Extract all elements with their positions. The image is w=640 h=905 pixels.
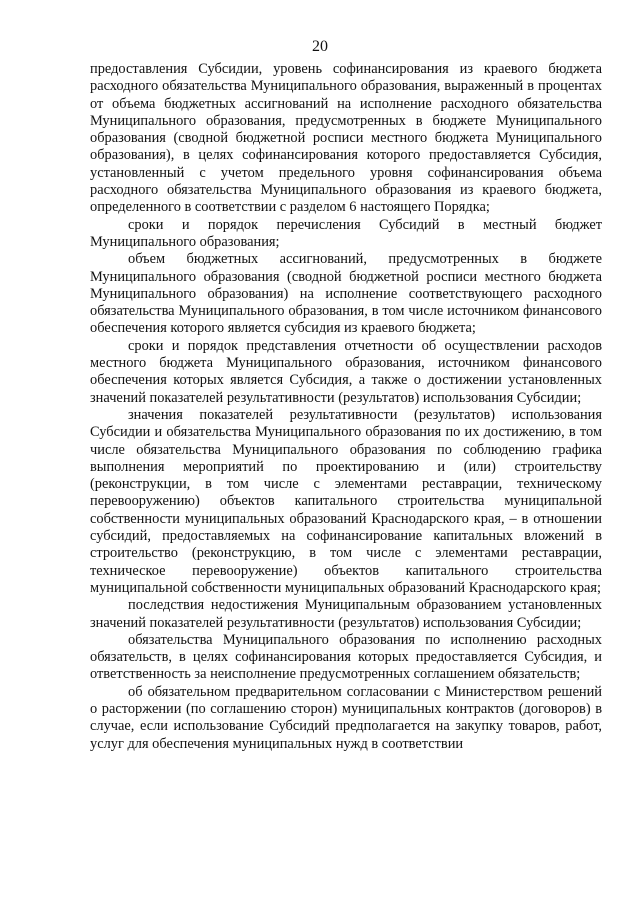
paragraph: значения показателей результативности (результатов) использования Субсидии и обязательства Муниципального образования по их достижению, в том числе обязательства Муниципального образования по соблюдению графика выполнения мероприятий по проектированию и (или) строительству (реконструкции, в том числе с элементами реставрации, техническому перевооружению) объектов капитального строительства муниципальной собственности муниципальных образований Краснодарского края, – в отношении субсидий, предоставляемых на софинансирование капитальных вложений в строительство (реконструкцию, в том числе с элементами реставрации, техническое перевооружение) объектов капитального строительства муниципальной собственности муниципальных образований Краснодарского края; (90, 406, 602, 596)
document-body (90, 61, 602, 753)
paragraph-continuation: предоставления Субсидии, уровень софинансирования из краевого бюджета расходного обязательства Муниципального образования, выраженный в процентах от объема бюджетных ассигнований на исполнение расходного обязательства Муниципального образования, предусмотренных в бюджете Муниципального образования (сводной бюджетной росписи местного бюджета Муниципального образования), в целях софинансирования которого предоставляется Субсидия, установленный с учетом предельного уровня софинансирования объема расходного обязательства Муниципального образования из краевого бюджета, определенного в соответствии с разделом 6 настоящего Порядка; (90, 61, 602, 216)
paragraph: обязательства Муниципального образования по исполнению расходных обязательств, в целях софинансирования которых предоставляется Субсидия, и ответственность за неисполнение предусмотренных соглашением обязательств; (90, 631, 602, 683)
paragraph: последствия недостижения Муниципальным образованием установленных значений показателей результативности (результатов) использования Субсидии; (90, 597, 602, 631)
paragraph: об обязательном предварительном согласовании с Министерством решений о расторжении (по соглашению сторон) муниципальных контрактов (договоров) в случае, если использование Субсидий предполагается на закупку товаров, работ, услуг для обеспечения муниципальных нужд в соответствии (90, 683, 602, 752)
paragraph: объем бюджетных ассигнований, предусмотренных в бюджете Муниципального образования (сводной бюджетной росписи местного бюджета Муниципального образования) на исполнение соответствующего расходного обязательства Муниципального образования, в том числе источником финансового обеспечения которого является субсидия из краевого бюджета; (90, 251, 602, 337)
page-number: 20 (312, 38, 328, 55)
paragraph: сроки и порядок перечисления Субсидий в местный бюджет Муниципального образования; (90, 216, 602, 250)
paragraph: сроки и порядок представления отчетности об осуществлении расходов местного бюджета Муниципального образования, источником финансового обеспечения которых является Субсидия, а также о достижении установленных значений показателей результативности (результатов) использования Субсидии; (90, 337, 602, 406)
